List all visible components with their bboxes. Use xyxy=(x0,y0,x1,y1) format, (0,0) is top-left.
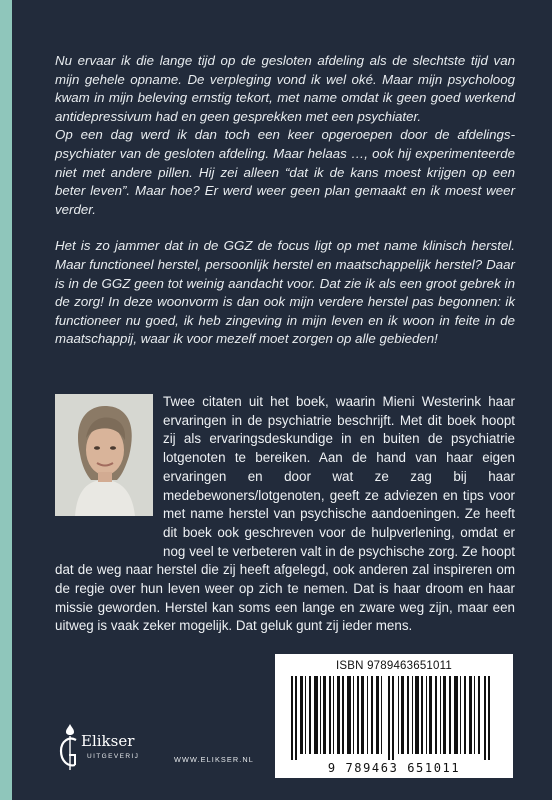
isbn-digits: 9 789463 651011 xyxy=(327,761,461,775)
publisher-subtitle: UITGEVERIJ xyxy=(87,753,140,760)
isbn-label: ISBN 9789463651011 xyxy=(336,660,452,672)
quote-paragraph-3: Het is zo jammer dat in de GGZ de focus ligt op met name klinisch herstel. Maar functioneel herstel, persoonlijk herstel en maatschappelijk herstel? Daar is in de GGZ geen tot weinig aandacht voor. Dat zie ik als een groot gebrek in de zorg! In deze woonvorm is dan ook mijn verdere herstel pas begonnen: ik functioneer nu goed, ik heb zingeving in mijn leven en ik woon in feite in de maatschappij, waar ik voor mezelf moet zorgen op alle gebieden! xyxy=(55,238,515,347)
publisher-name: Elikser xyxy=(81,732,135,750)
quote-paragraph-2: Op een dag werd ik dan toch een keer opgeroepen door de afdelings-psychiater van de gesloten afdeling. Maar helaas …, ook hij experimenteerde niet met andere pillen. Hij zei alleen “dat ik de kans moest krijgen op een beter leven”. Maar hoe? Er werd weer geen plan gemaakt en ik moest weer verder. xyxy=(55,127,515,217)
publisher-website: WWW.ELIKSER.NL xyxy=(174,755,254,764)
spine-accent-strip xyxy=(0,0,12,800)
publisher-logo xyxy=(56,722,166,772)
barcode-bars xyxy=(287,676,501,760)
quote-paragraph-1: Nu ervaar ik die lange tijd op de gesloten afdeling als de slechtste tijd van mijn gehele opname. De verpleging vond ik wel oké. Maar mijn psycholoog kwam in mijn beleving ernstig tekort, met name omdat ik geen goed werkend antidepressivum had en geen gesprekken met een psychiater. xyxy=(55,53,515,124)
isbn-barcode xyxy=(275,654,513,778)
description-paragraph: Twee citaten uit het boek, waarin Mieni Westerink haar ervaringen in de psychiatrie beschrijft. Met dit boek hoopt zij als ervaringsdeskundige in en buiten de psychiatrie lotgenoten te bereiken. Aan de hand van haar eigen ervaringen en door wat ze zag bij haar medebewoners/lotgenoten, geeft ze adviezen en tips voor met name herstel van psychische aandoeningen. Ze heeft dit boek ook geschreven voor de hulpverlening, omdat er nog veel te verbeteren valt in de psychische zorg. Ze hoopt dat de weg naar herstel die zij heeft afgelegd, ook anderen zal inspireren om de regie over hun leven weer op zich te nemen. Dat is haar droom en haar missie geworden. Herstel kan soms een lange en zware weg zijn, maar een uitweg is vaak zeker mogelijk. Dat geluk gunt zij ieder mens. xyxy=(55,394,515,634)
quote-block xyxy=(55,52,515,349)
description-block xyxy=(55,393,515,636)
